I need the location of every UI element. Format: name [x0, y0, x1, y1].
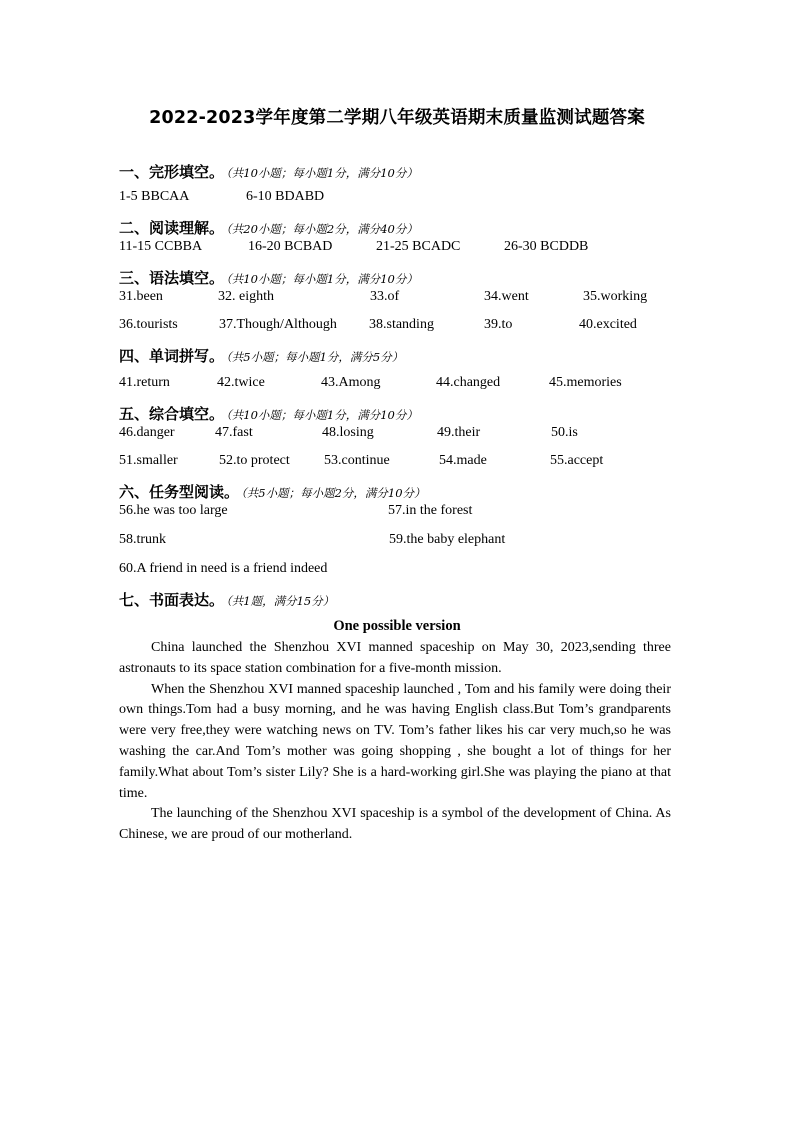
section-score-note: （共10小题；每小题1分，满分10分）	[226, 272, 418, 286]
answer-item: 44.changed	[436, 375, 501, 390]
answer-item: 11-15 CCBBA	[119, 239, 203, 254]
section-heading-grammar	[119, 267, 418, 288]
answer-item: 51.smaller	[119, 453, 178, 468]
answer-item: 53.continue	[324, 453, 390, 468]
answer-item: 48.losing	[322, 425, 374, 440]
section-title: 七、书面表达。	[119, 591, 225, 609]
section-score-note: （共20小题；每小题2分，满分40分）	[226, 222, 418, 236]
section-score-note: （共10小题；每小题1分，满分10分）	[226, 408, 418, 422]
essay-body	[119, 638, 671, 846]
answer-item: 40.excited	[579, 317, 637, 332]
answer-item: 39.to	[484, 317, 513, 332]
answer-item: 6-10 BDABD	[246, 189, 325, 204]
answer-item: 49.their	[437, 425, 481, 440]
answer-item: 16-20 BCBAD	[248, 239, 333, 254]
answer-item: 46.danger	[119, 425, 175, 440]
section-heading-reading	[119, 217, 418, 238]
essay-title: One possible version	[333, 618, 461, 634]
answer-item: 58.trunk	[119, 532, 167, 547]
section-title: 二、阅读理解。	[119, 219, 225, 237]
answer-item: 1-5 BBCAA	[119, 189, 190, 204]
essay-paragraph: The launching of the Shenzhou XVI spaceship is a symbol of the development of China. As Chinese, we are proud of our motherland.	[119, 806, 671, 843]
answer-item: 56.he was too large	[119, 503, 228, 518]
answer-item: 36.tourists	[119, 317, 178, 332]
answer-item: 32. eighth	[218, 289, 274, 304]
section-heading-comprehensive	[119, 403, 418, 424]
answer-item: 41.return	[119, 375, 170, 390]
answer-item: 60.A friend in need is a friend indeed	[119, 561, 328, 576]
section-title: 五、综合填空。	[119, 405, 225, 423]
answer-item: 55.accept	[550, 453, 604, 468]
answer-item: 38.standing	[369, 317, 434, 332]
essay-paragraph: When the Shenzhou XVI manned spaceship launched , Tom and his family were doing their own things.Tom had a busy morning, and he was having English class.But Tom’s grandparents were very free,they were watching news on TV. Tom’s father likes his car very much,so he was washing the car.And Tom’s mother was going shopping , she bought a lot of things for her family.What about Tom’s sister Lily? She is a hard-working girl.She was playing the piano at that time.	[119, 681, 671, 801]
section-title: 一、完形填空。	[119, 163, 225, 181]
answer-item: 33.of	[370, 289, 400, 304]
section-heading-spelling	[119, 345, 403, 366]
answer-item: 47.fast	[215, 425, 253, 440]
answer-item: 57.in the forest	[388, 503, 473, 518]
answer-item: 59.the baby elephant	[389, 532, 506, 547]
essay-paragraph: China launched the Shenzhou XVI manned spaceship on May 30, 2023,sending three astronauts to its space station combination for a five-month mission.	[119, 640, 671, 676]
answer-item: 21-25 BCADC	[376, 239, 461, 254]
section-title: 四、单词拼写。	[119, 347, 225, 365]
answer-item: 45.memories	[549, 375, 622, 390]
section-score-note: （共10小题；每小题1分，满分10分）	[226, 166, 418, 180]
answer-item: 31.been	[119, 289, 163, 304]
answer-item: 50.is	[551, 425, 578, 440]
answer-item: 42.twice	[217, 375, 265, 390]
section-heading-task-reading	[119, 481, 426, 502]
section-title: 三、语法填空。	[119, 269, 225, 287]
section-heading-cloze	[119, 161, 418, 182]
answer-item: 26-30 BCDDB	[504, 239, 589, 254]
section-heading-writing	[119, 589, 334, 610]
answer-item: 34.went	[484, 289, 529, 304]
page-title: 2022-2023学年度第二学期八年级英语期末质量监测试题答案	[149, 108, 645, 128]
answer-item: 43.Among	[321, 375, 381, 390]
section-score-note: （共5小题；每小题2分，满分10分）	[241, 486, 426, 500]
section-title: 六、任务型阅读。	[119, 483, 240, 501]
answer-item: 52.to protect	[219, 453, 290, 468]
answer-item: 37.Though/Although	[219, 317, 337, 332]
answer-item: 54.made	[439, 453, 487, 468]
section-score-note: （共5小题；每小题1分，满分5分）	[226, 350, 404, 364]
section-score-note: （共1题，满分15分）	[226, 594, 335, 608]
answer-item: 35.working	[583, 289, 648, 304]
